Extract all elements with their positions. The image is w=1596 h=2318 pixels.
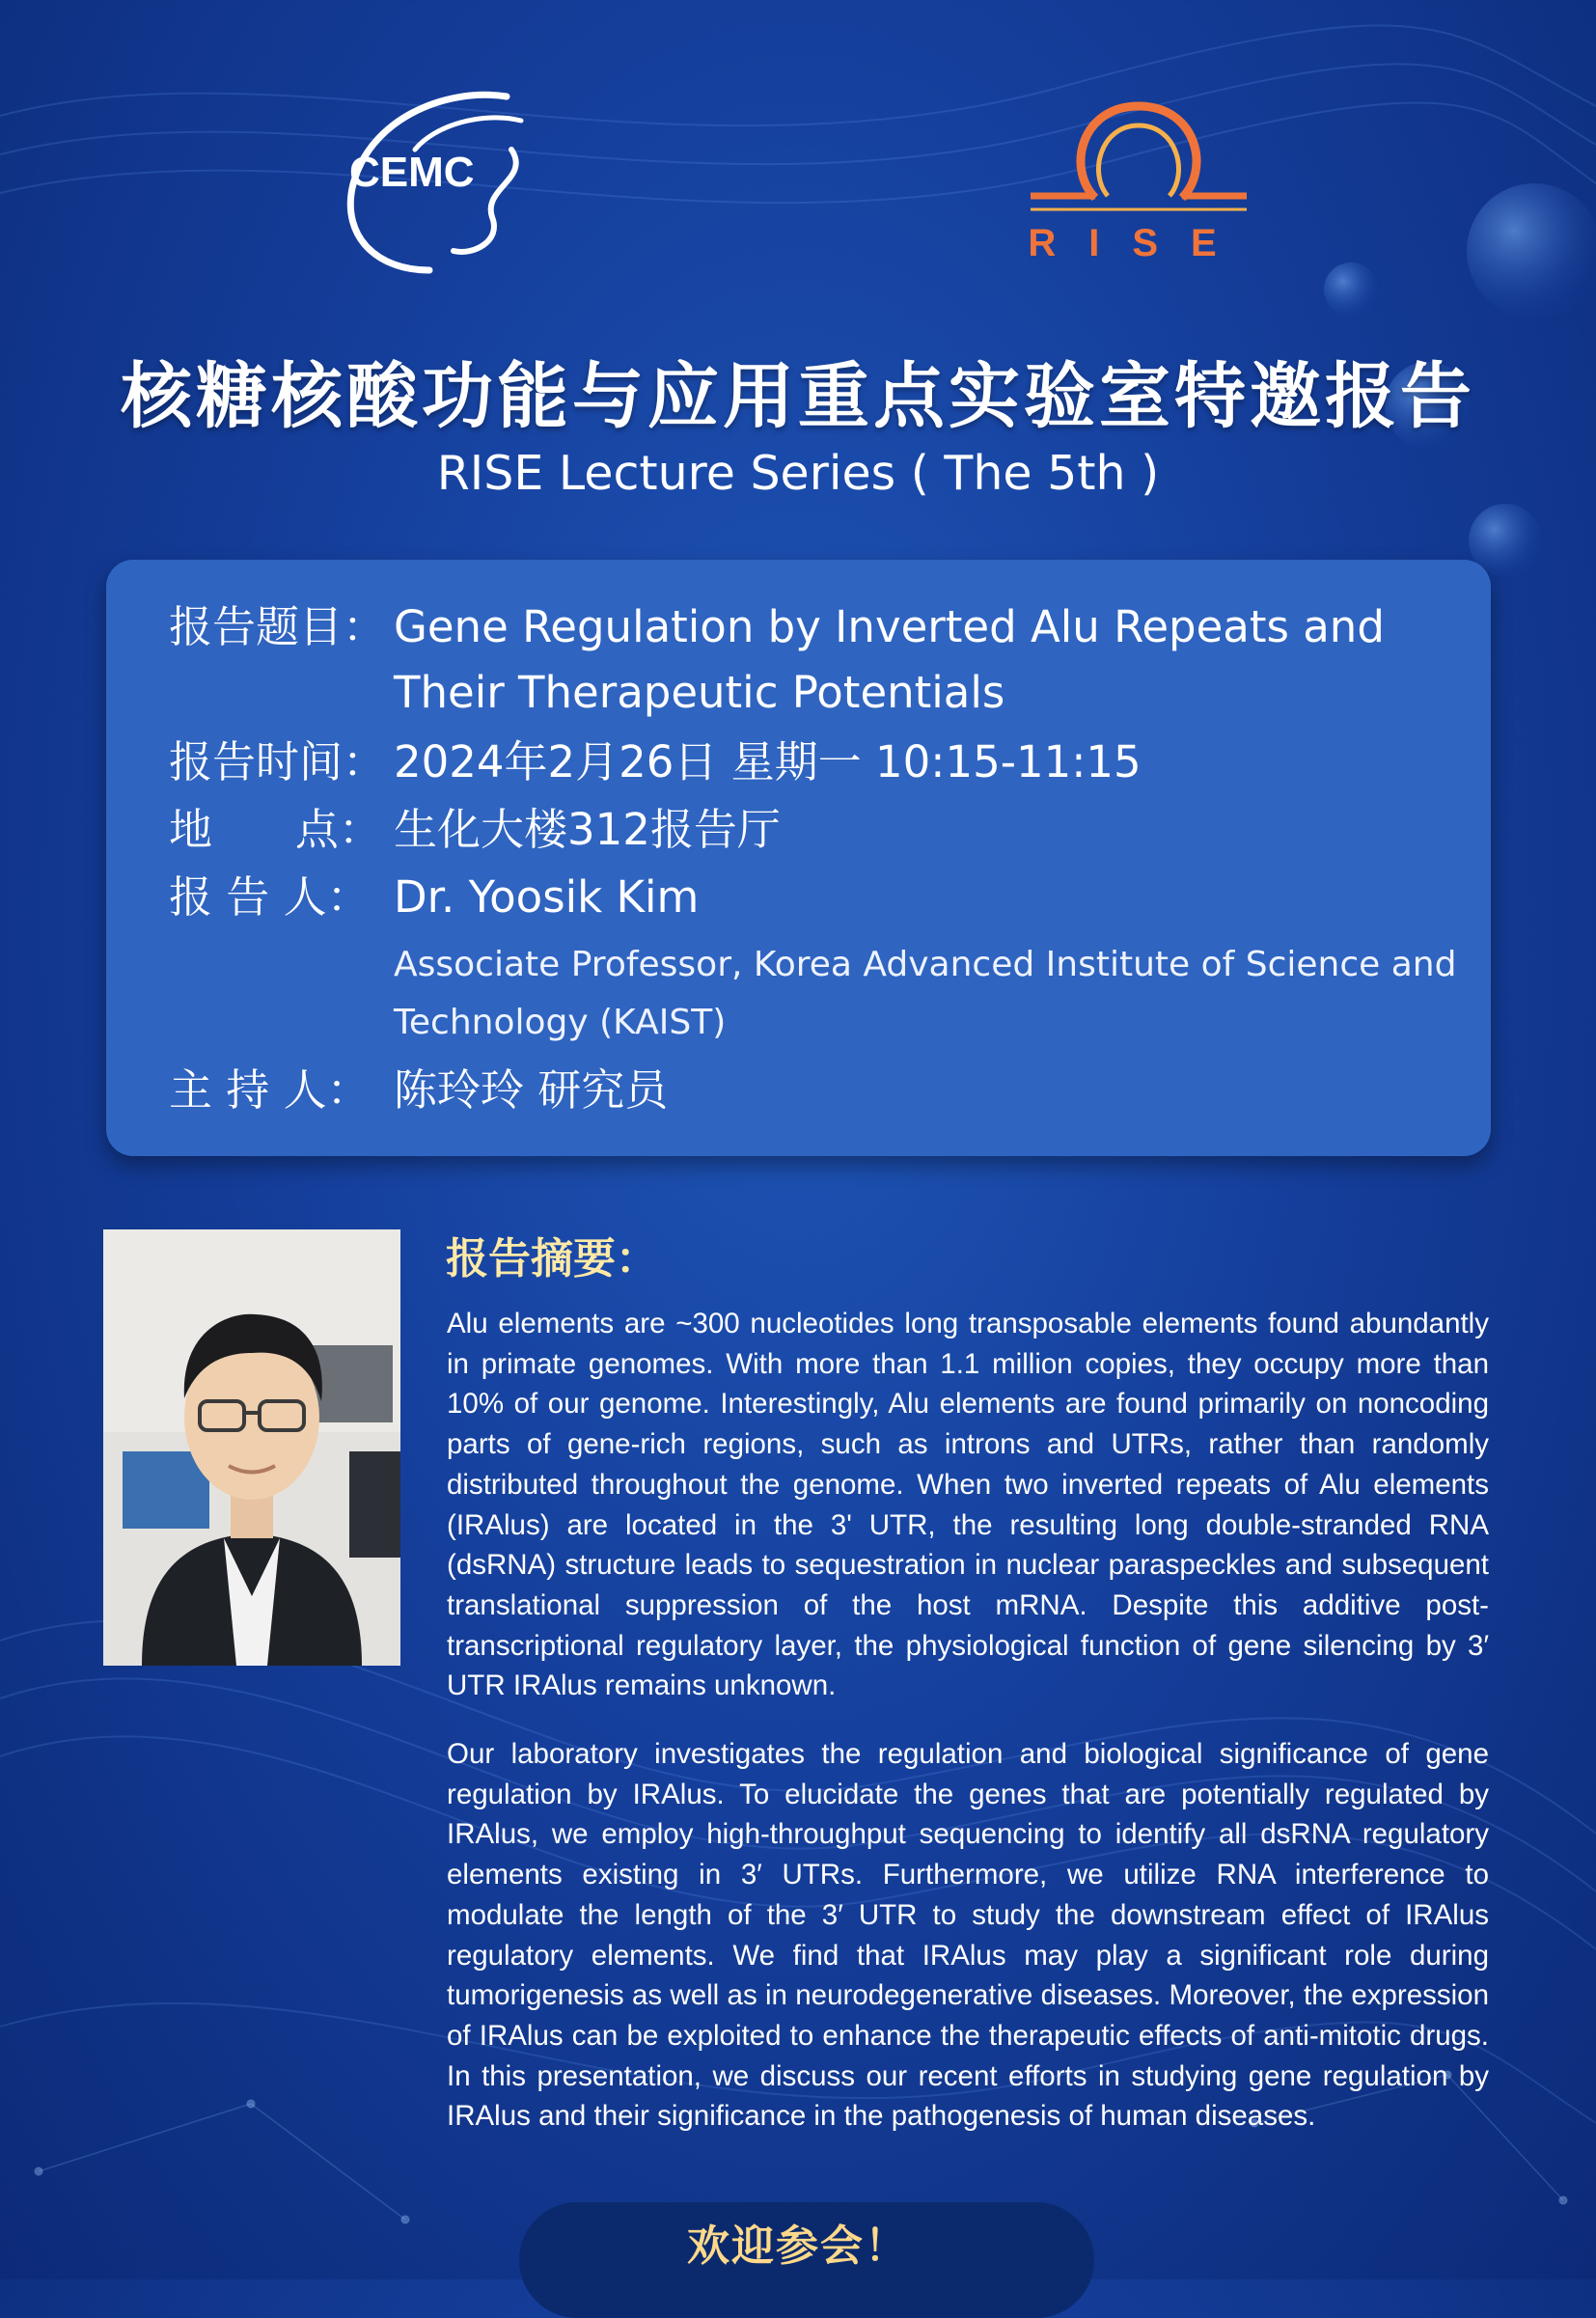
speaker-affiliation-line-1: Associate Professor, Korea Advanced Institute of Science and — [394, 945, 1457, 984]
topic-label: 报告题目： — [169, 601, 387, 652]
topic-line-1: Gene Regulation by Inverted Alu Repeats and — [394, 601, 1385, 652]
host-label: 主 持 人： — [169, 1064, 371, 1116]
speaker-affiliation-line-2: Technology (KAIST) — [394, 1003, 727, 1042]
page-subtitle: RISE Lecture Series ( The 5th ) — [436, 446, 1160, 501]
place-value: 生化大楼312报告厅 — [394, 804, 781, 855]
rise-logo-text: RISE — [1028, 222, 1250, 264]
lecture-info-card — [106, 560, 1491, 1156]
speaker-name: Dr. Yoosik Kim — [394, 871, 700, 923]
abstract-paragraph-1: Alu elements are ~300 nucleotides long transposable elements found abundantly in primate genomes. With more than 1.1 million copies, they occupy more than 10% of our genome. Interestingly, Alu elements are found primarily on noncoding parts of gene-rich regions, such as introns and UTRs, rather than randomly distributed throughout the genome. When two inverted repeats of Alu elements (IRAlus) are located in the 3' UTR, the resulting long double-stranded RNA (dsRNA) structure leads to sequestration in nuclear paraspeckles and subsequent translational suppression of the host mRNA. Despite this additive post-transcriptional regulatory layer, the physiological function of gene silencing by 3′ UTR IRAlus remains unknown. — [447, 1308, 1489, 1702]
cemc-logo-text: CEMC — [349, 149, 475, 196]
page-title: 核糖核酸功能与应用重点实验室特邀报告 — [121, 355, 1475, 438]
rise-logo — [1023, 92, 1254, 265]
welcome-text: 欢迎参会！ — [687, 2221, 909, 2271]
time-value: 2024年2月26日 星期一 10:15-11:15 — [394, 736, 1142, 787]
topic-value — [394, 594, 1455, 726]
abstract-heading: 报告摘要： — [446, 1234, 658, 1283]
cemc-logo — [338, 82, 560, 285]
host-value: 陈玲玲 研究员 — [394, 1064, 669, 1116]
topic-line-2: Their Therapeutic Potentials — [394, 667, 1005, 718]
place-label: 地 点： — [169, 804, 382, 855]
speaker-photo — [103, 1229, 400, 1666]
speaker-affiliation — [394, 936, 1465, 1052]
abstract-paragraph-2: Our laboratory investigates the regulation and biological significance of gene regulation by IRAlus. To elucidate the genes that are potentially regulated by IRAlus, we employ high-throughput sequencing to identify all dsRNA regulatory elements existing in 3′ UTRs. Furthermore, we utilize RNA interference to modulate the length of the 3′ UTR to study the downstream effect of IRAlus regulatory elements. We find that IRAlus may play a significant role during tumorigenesis as well as in neurodegenerative diseases. Moreover, the expression of IRAlus can be exploited to enhance the therapeutic effects of anti-mitotic drugs. In this presentation, we discuss our recent efforts in studying gene regulation by IRAlus and their significance in the pathogenesis of human diseases. — [447, 1738, 1489, 2133]
time-label: 报告时间： — [169, 736, 387, 787]
speaker-label: 报 告 人： — [169, 871, 371, 923]
